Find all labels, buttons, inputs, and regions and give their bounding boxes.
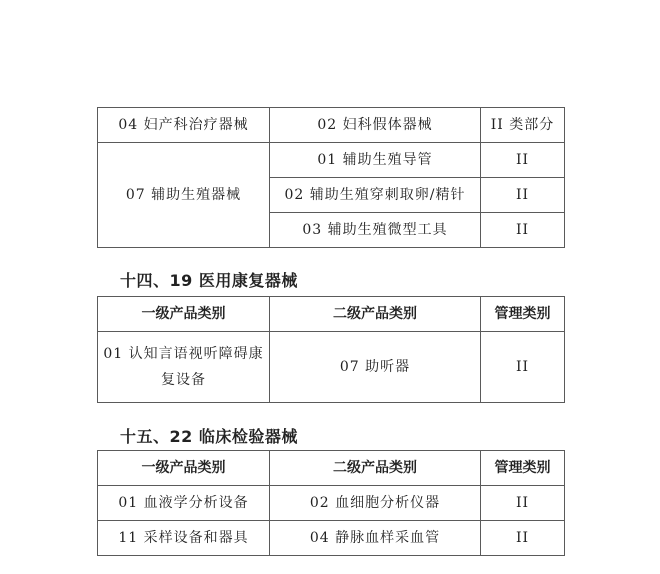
table-clinical-lab bbox=[97, 450, 565, 556]
primary-category-cell: 11 采样设备和器具 bbox=[98, 521, 270, 556]
secondary-category-cell: 07 助听器 bbox=[270, 332, 481, 403]
management-class-cell: II bbox=[481, 143, 565, 178]
primary-category-cell: 07 辅助生殖器械 bbox=[98, 143, 270, 248]
secondary-category-cell: 04 静脉血样采血管 bbox=[270, 521, 481, 556]
primary-category-cell: 01 认知言语视听障碍康复设备 bbox=[98, 332, 270, 403]
column-header-secondary: 二级产品类别 bbox=[270, 451, 481, 486]
management-class-cell: II 类部分 bbox=[481, 108, 565, 143]
management-class-cell: II bbox=[481, 486, 565, 521]
management-class-cell: II bbox=[481, 178, 565, 213]
section-heading-rehabilitation: 十四、19 医用康复器械 bbox=[120, 271, 298, 290]
table-row bbox=[98, 486, 565, 521]
section-heading-clinical-lab: 十五、22 临床检验器械 bbox=[120, 427, 298, 446]
management-class-cell: II bbox=[481, 521, 565, 556]
management-class-cell: II bbox=[481, 332, 565, 403]
column-header-primary: 一级产品类别 bbox=[98, 451, 270, 486]
table-header-row bbox=[98, 297, 565, 332]
secondary-category-cell: 02 妇科假体器械 bbox=[270, 108, 481, 143]
primary-category-cell: 04 妇产科治疗器械 bbox=[98, 108, 270, 143]
table-rehabilitation bbox=[97, 296, 565, 403]
table-row bbox=[98, 332, 565, 403]
column-header-primary: 一级产品类别 bbox=[98, 297, 270, 332]
secondary-category-cell: 02 辅助生殖穿刺取卵/精针 bbox=[270, 178, 481, 213]
table-gynecology-reproduction bbox=[97, 107, 565, 248]
primary-category-cell: 01 血液学分析设备 bbox=[98, 486, 270, 521]
management-class-cell: II bbox=[481, 213, 565, 248]
column-header-management: 管理类别 bbox=[481, 297, 565, 332]
table-row bbox=[98, 521, 565, 556]
column-header-secondary: 二级产品类别 bbox=[270, 297, 481, 332]
table-row bbox=[98, 108, 565, 143]
table-row bbox=[98, 143, 565, 178]
table-header-row bbox=[98, 451, 565, 486]
column-header-management: 管理类别 bbox=[481, 451, 565, 486]
secondary-category-cell: 02 血细胞分析仪器 bbox=[270, 486, 481, 521]
secondary-category-cell: 03 辅助生殖微型工具 bbox=[270, 213, 481, 248]
secondary-category-cell: 01 辅助生殖导管 bbox=[270, 143, 481, 178]
